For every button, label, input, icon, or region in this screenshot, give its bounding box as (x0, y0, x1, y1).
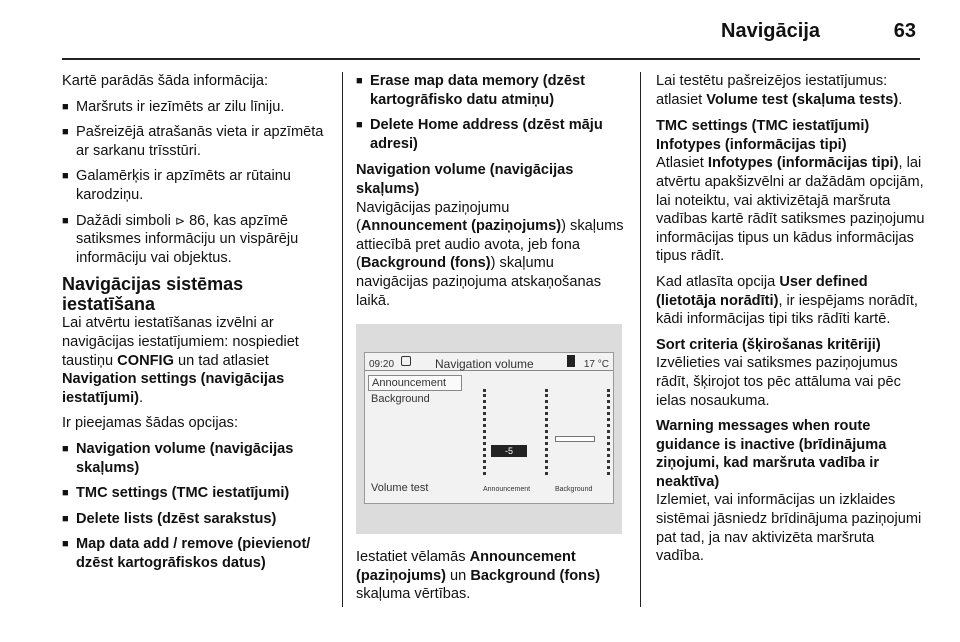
option-label: Announcement (paziņojums) (360, 218, 562, 235)
list-item (62, 510, 330, 529)
column-1 (62, 72, 330, 579)
header-rule (62, 58, 920, 60)
subsection-heading: Warning messages when route guidance is inactive (brīdinājuma ziņojumi, kad maršruta vadība ir neaktīva) (656, 418, 887, 490)
slider-knob: -5 (491, 445, 527, 457)
text: skaļuma vērtības. (356, 586, 471, 603)
column-divider (342, 72, 343, 607)
column-3 (656, 72, 926, 573)
back-icon (401, 356, 411, 366)
list-item (62, 535, 330, 572)
paragraph (356, 548, 624, 604)
text: Navigācijas paziņojumu ( (356, 199, 510, 235)
option-label: Delete Home address (dzēst māju adresi) (370, 117, 603, 152)
config-key-label: CONFIG (117, 352, 174, 369)
option-label: Erase map data memory (dzēst kartogrāfisko datu atmiņu) (370, 73, 585, 108)
menu-option-label: Navigation settings (navigācijas iestatījumi) (62, 371, 285, 406)
option-label: Map data add / remove (pievienot/ dzēst kartogrāfiskos datus) (76, 536, 311, 571)
options-list-continued (356, 72, 624, 153)
options-list (62, 440, 330, 573)
option-label: User defined (lietotāja norādīti) (656, 273, 868, 309)
text: un (446, 567, 471, 584)
text: , lai atvērtu apakšizvēlni ar dažādām opcijām, lai noteiktu, vai aktivizētajā maršruta vadības kartē rādīt satiksmes paziņojumu informācijas tipus un kādus informācijas tipus rādīt. (656, 155, 925, 265)
option-label: TMC settings (TMC iestatījumi) (76, 485, 290, 502)
screen-menu (368, 375, 462, 497)
text: . (139, 389, 144, 406)
column-2 (356, 72, 624, 611)
paragraph: Izvēlieties vai satiksmes paziņojumus rādīt, šķirojot tos pēc attāluma vai pēc ielas nosaukuma. (656, 355, 901, 409)
text: ) skaļums attiecībā pret audio avota, jeb fona ( (356, 218, 624, 272)
scale-marks (607, 389, 610, 475)
subsection-heading: Sort criteria (šķirošanas kritēriji) (656, 336, 881, 353)
option-label: Volume test (skaļuma tests) (706, 91, 899, 108)
thermometer-icon (567, 355, 575, 367)
text: Lai testētu pašreizējos iestatījumus: atlasiet (656, 73, 888, 108)
paragraph: Izlemiet, vai informācijas un izklaides sistēmai jāsniedz brīdinājuma paziņojumi pat tad, ja nav aktivizēta maršruta vadība. (656, 492, 922, 565)
text: . (898, 91, 903, 108)
temperature: 17 °C (583, 359, 609, 371)
screen-status-bar (365, 353, 613, 371)
list-item: ■ Maršruts ir iezīmēts ar zilu līniju. (62, 98, 330, 117)
screen-title: Navigation volume (435, 357, 534, 372)
list-item (62, 440, 330, 477)
list-item (62, 212, 330, 268)
option-label: Infotypes (informācijas tipi) (707, 155, 899, 172)
intro-text: Kartē parādās šāda informācija: (62, 73, 269, 89)
paragraph (656, 273, 926, 329)
slider-label-background: Background (555, 485, 593, 493)
list-item (356, 116, 624, 153)
list-item: ■ Pašreizējā atrašanās vieta ir apzīmēta ar sarkanu trīsstūri. (62, 123, 330, 160)
subsection-heading: TMC settings (TMC iestatījumi) (656, 118, 870, 135)
option-label: Background (fons) (470, 567, 601, 584)
paragraph (656, 72, 926, 109)
column-divider (640, 72, 641, 607)
cross-reference-arrow-icon: ⊳ (174, 213, 186, 228)
menu-item-background: Background (371, 393, 430, 406)
page-number: 63 (893, 20, 916, 42)
text: un tad atlasiet (173, 352, 269, 369)
text: Atlasiet (656, 155, 708, 172)
menu-item-announcement: Announcement (368, 375, 462, 391)
map-info-list (62, 98, 330, 268)
section-heading: Navigācijas sistēmas iestatīšana (62, 274, 244, 315)
subsection-heading: Navigation volume (navigācijas skaļums) (356, 162, 574, 197)
list-item: ■ Galamērķis ir apzīmēts ar rūtainu karodziņu. (62, 167, 330, 204)
text: ) skaļumu navigācijas paziņojuma atskaņošanas laikā. (356, 255, 602, 309)
paragraph: Ir pieejamas šādas opcijas: (62, 415, 239, 432)
option-label: Delete lists (dzēst sarakstus) (76, 510, 277, 527)
list-text: Dažādi simboli (76, 212, 175, 229)
text: Kad atlasīta opcija (656, 273, 780, 290)
text: , ir iespējams norādīt, kādi informācijas tipi tiks rādīti kartē. (656, 292, 918, 328)
clock: 09:20 (369, 359, 395, 371)
section-title: Navigācija (721, 20, 820, 42)
text: Lai atvērtu iestatīšanas izvēlni ar navigācijas iestatījumiem: nospiediet taustiņu (62, 315, 299, 369)
background-slider (545, 389, 548, 475)
menu-item-volume-test: Volume test (371, 481, 429, 494)
subsection-heading: Infotypes (informācijas tipi) (656, 136, 847, 153)
list-text: 86, kas apzīmē satiksmes informāciju un vispārēju informāciju vai objektus. (76, 212, 299, 266)
list-item (62, 484, 330, 503)
display-screen (364, 352, 614, 504)
text: Iestatiet vēlamās (356, 549, 470, 566)
slider-label-announcement: Announcement (483, 485, 531, 493)
option-label: Navigation volume (navigācijas skaļums) (76, 440, 294, 476)
paragraph (62, 314, 330, 407)
screen-illustration (356, 324, 622, 534)
page-header (0, 0, 960, 62)
background-level-bar (555, 436, 595, 442)
option-label: Announcement (paziņojums) (356, 549, 576, 584)
paragraph (356, 199, 624, 311)
list-item (356, 72, 624, 109)
option-label: Background (fons) (360, 255, 491, 272)
announcement-slider (483, 389, 486, 475)
paragraph (656, 154, 926, 266)
